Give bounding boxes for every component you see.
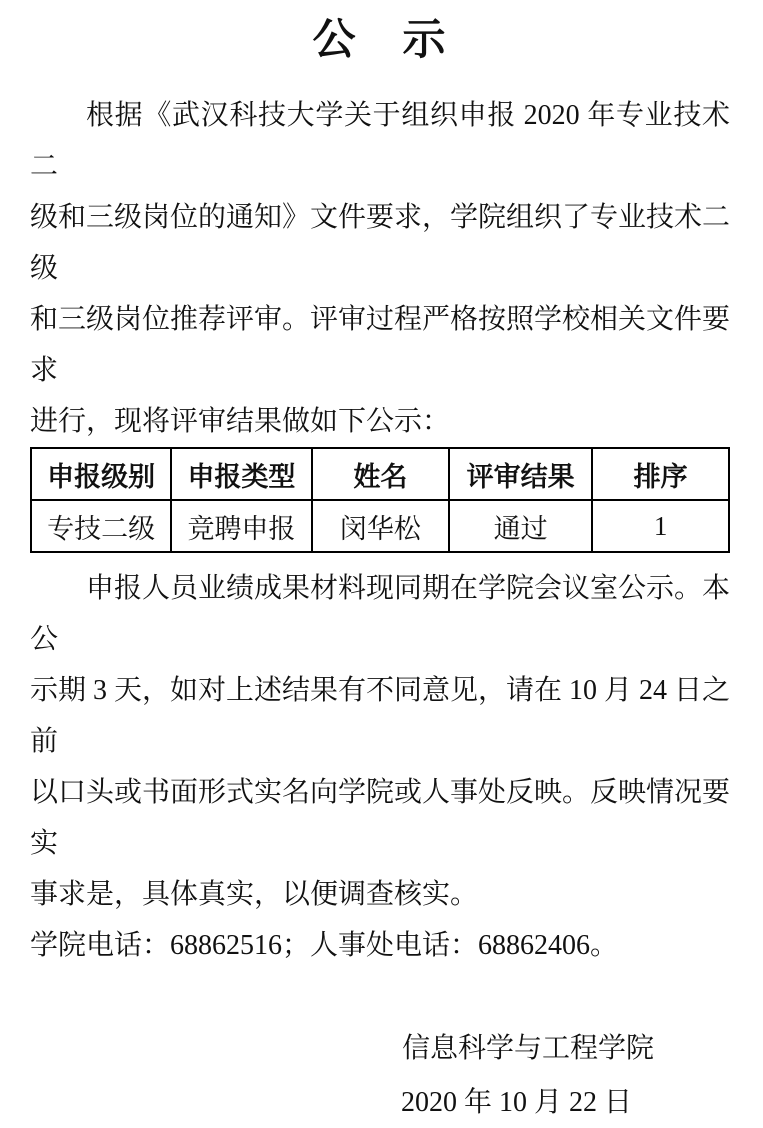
header-apply-level: 申报级别: [31, 448, 171, 500]
paragraph-line: 和三级岗位推荐评审。评审过程严格按照学校相关文件要求: [30, 304, 731, 386]
contact-phone-line: 学院电话：68862516；人事处电话：68862406。: [30, 930, 619, 961]
signature-date: 2020 年 10 月 22 日: [400, 1087, 632, 1118]
header-name: 姓名: [312, 448, 450, 500]
cell-apply-type: 竞聘申报: [171, 500, 311, 552]
header-rank: 排序: [592, 448, 729, 500]
review-results-table: [30, 447, 730, 553]
paragraph-line: 进行，现将评审结果做如下公示：: [30, 406, 451, 437]
signature-organization: 信息科学与工程学院: [401, 1033, 654, 1064]
paragraph-objection: [30, 563, 730, 920]
cell-rank: 1: [592, 500, 729, 552]
notice-document: [0, 16, 763, 1118]
paragraph-line: 级和三级岗位的通知》文件要求，学院组织了专业技术二级: [30, 202, 731, 284]
table-row: [31, 500, 729, 552]
notice-title: 公 示: [312, 17, 448, 64]
cell-name: 闵华松: [312, 500, 450, 552]
header-review-result: 评审结果: [449, 448, 592, 500]
header-apply-type: 申报类型: [171, 448, 311, 500]
signature-block: [30, 1023, 730, 1128]
paragraph-line: 以口头或书面形式实名向学院或人事处反映。反映情况要实: [30, 777, 731, 859]
cell-review-result: 通过: [449, 500, 592, 552]
cell-apply-level: 专技二级: [31, 500, 171, 552]
table-header-row: [31, 448, 729, 500]
paragraph-line: 申报人员业绩成果材料现同期在学院会议室公示。本公: [30, 573, 731, 655]
paragraph-line: 根据《武汉科技大学关于组织申报 2020 年专业技术二: [30, 100, 730, 182]
paragraph-line: 事求是，具体真实，以便调查核实。: [30, 879, 479, 910]
paragraph-intro: [30, 90, 730, 447]
paragraph-line: 示期 3 天，如对上述结果有不同意见，请在 10 月 24 日之前: [30, 675, 731, 757]
